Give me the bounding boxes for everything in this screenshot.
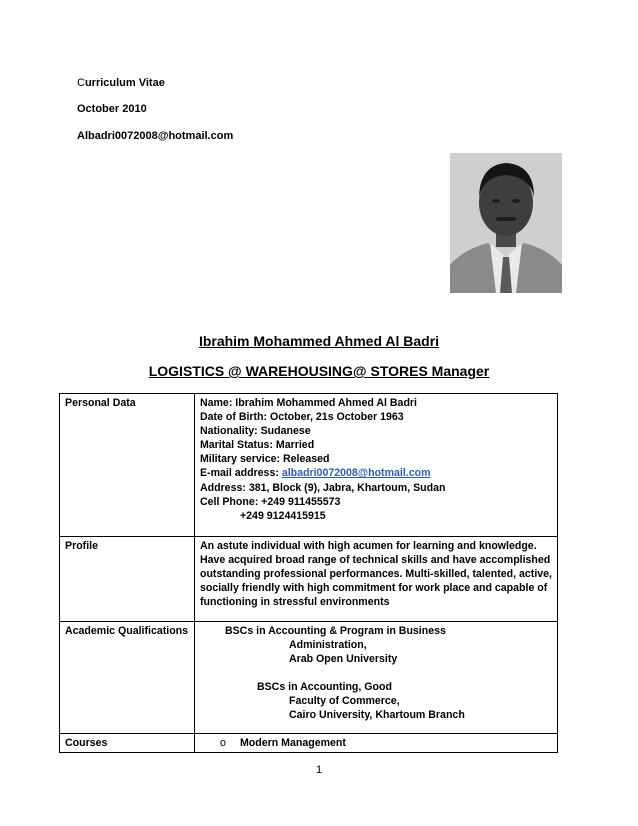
degree-2-institution: Cairo University, Khartoum Branch (288, 709, 465, 722)
degree-2-title: BSCs in Accounting, Good (256, 681, 392, 694)
profile-line: socially friendly with high commitment for work place and capable of (199, 582, 548, 595)
profile-row (60, 537, 558, 622)
email-label: E-mail address: (199, 467, 282, 480)
academic-row (60, 622, 558, 734)
personal-military: Military service: Released (199, 453, 330, 466)
document-title (77, 77, 165, 89)
courses-label: Courses (60, 734, 195, 753)
header-email: Albadri0072008@hotmail.com (77, 130, 234, 142)
personal-name: Name: Ibrahim Mohammed Ahmed Al Badri (199, 397, 417, 409)
degree-1-title: BSCs in Accounting & Program in Business (224, 625, 446, 637)
academic-spacer (200, 666, 552, 680)
candidate-name: Ibrahim Mohammed Ahmed Al Badri (198, 333, 440, 349)
personal-data-label: Personal Data (60, 394, 195, 537)
degree-2-faculty: Faculty of Commerce, (288, 695, 400, 708)
profile-line: Have acquired broad range of technical skills and have accomplished (199, 554, 551, 567)
profile-label: Profile (60, 537, 195, 622)
personal-phone-2: +249 9124415915 (239, 509, 326, 522)
cv-table (59, 393, 558, 753)
course-item (200, 736, 552, 750)
profile-line: An astute individual with high acumen for learning and knowledge. (199, 540, 537, 552)
portrait-photo (450, 153, 562, 293)
personal-data-row (60, 394, 558, 537)
courses-row (60, 734, 558, 753)
personal-nationality: Nationality: Sudanese (199, 425, 311, 438)
email-link[interactable]: albadri0072008@hotmail.com (281, 467, 431, 480)
title-rest: urriculum Vitae (84, 77, 165, 89)
degree-1-line-2: Administration, (288, 639, 367, 652)
courses-content (194, 734, 557, 753)
bullet-icon: o (219, 737, 226, 749)
personal-dob: Date of Birth: October, 21s October 1963 (199, 411, 404, 424)
degree-1-institution: Arab Open University (288, 653, 398, 666)
personal-data-content (194, 394, 557, 537)
profile-line: functioning in stressful environments (199, 596, 390, 609)
personal-phone: Cell Phone: +249 911455573 (199, 495, 341, 508)
personal-email (200, 466, 552, 480)
academic-label: Academic Qualifications (60, 622, 195, 734)
candidate-role: LOGISTICS @ WAREHOUSING@ STORES Manager (148, 363, 490, 379)
personal-marital: Marital Status: Married (199, 439, 315, 452)
document-date: October 2010 (77, 103, 147, 115)
page-number: 1 (315, 764, 323, 776)
title-initial: C (77, 77, 85, 89)
course-item-label: Modern Management (239, 737, 346, 749)
portrait-image (450, 153, 562, 293)
profile-content (194, 537, 557, 622)
academic-content (194, 622, 557, 734)
profile-line: outstanding professional performances. Multi-skilled, talented, active, (199, 568, 552, 581)
personal-address: Address: 381, Block (9), Jabra, Khartoum, Sudan (199, 481, 446, 494)
